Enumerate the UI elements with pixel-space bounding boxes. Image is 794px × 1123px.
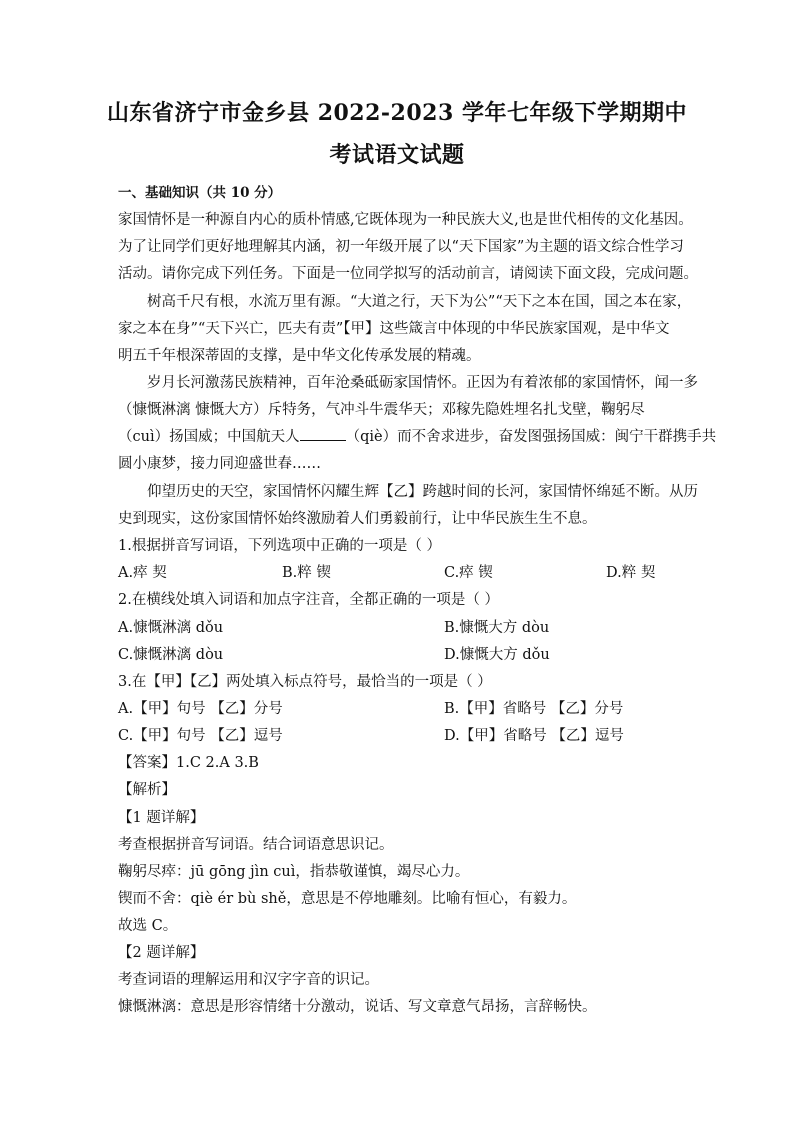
q1-option-c: C.瘁 锲 [444,565,493,581]
detail-line: 慷慨淋漓：意思是形容情绪十分激动，说话、写文章意气昂扬，言辞畅快。 [118,999,597,1015]
q3-option-d: D.【甲】省略号 【乙】逗号 [444,728,624,744]
intro-line: 活动。请你完成下列任务。下面是一位同学拟写的活动前言，请阅读下面文段，完成问题。 [118,266,698,282]
detail-2-heading: 【2 题详解】 [118,945,205,961]
detail-line: 鞠躬尽瘁：jū gōng jìn cuì，指恭敬谨慎，竭尽心力。 [118,864,470,880]
passage-line: 家之本在身”“天下兴亡，匹夫有责”【甲】这些箴言中体现的中华民族家国观，是中华文 [118,321,670,337]
passage-text: （cuì）扬国威；中国航天人 [118,429,300,445]
page-title-line2: 考试语文试题 [329,142,465,168]
passage-line: 岁月长河激荡民族精神，百年沧桑砥砺家国情怀。正因为有着浓郁的家国情怀，闻一多 [147,375,698,391]
detail-line: 锲而不舍：qiè ér bù shě，意思是不停地雕刻。比喻有恒心，有毅力。 [118,891,577,907]
analysis-heading: 【解析】 [118,782,176,798]
intro-line: 为了让同学们更好地理解其内涵，初一年级开展了以“天下国家”为主题的语文综合性学习 [118,239,684,255]
passage-text: （qiè）而不舍求进步，奋发图强扬国威：闽宁干群携手共 [345,429,717,445]
q2-option-b: B.慷慨大方 dòu [444,620,550,636]
q1-option-b: B.粹 锲 [282,565,331,581]
answer-line: 【答案】1.C 2.A 3.B [118,755,259,771]
detail-1-heading: 【1 题详解】 [118,810,205,826]
page-title-line1: 山东省济宁市金乡县 2022-2023 学年七年级下学期期中 [107,100,687,126]
question-1-stem: 1.根据拼音写词语，下列选项中正确的一项是（ ） [118,538,441,554]
question-3-stem: 3.在【甲】【乙】两处填入标点符号，最恰当的一项是（ ） [118,674,492,690]
q1-option-d: D.粹 契 [606,565,656,581]
section-heading: 一、基础知识（共 10 分） [118,185,282,201]
passage-line [118,425,716,446]
q3-option-a: A.【甲】句号 【乙】分号 [118,701,283,717]
q3-option-b: B.【甲】省略号 【乙】分号 [444,701,624,717]
passage-line: 明五千年根深蒂固的支撑，是中华文化传承发展的精魂。 [118,348,481,364]
question-2-stem: 2.在横线处填入词语和加点字注音，全都正确的一项是（ ） [118,592,499,608]
passage-line: 圆小康梦，接力同迎盛世春…… [118,456,321,472]
passage-line: 树高千尺有根，水流万里有源。“大道之行，天下为公”“天下之本在国，国之本在家， [147,294,692,310]
q3-option-c: C.【甲】句号 【乙】逗号 [118,728,283,744]
q1-option-a: A.瘁 契 [118,565,167,581]
q2-option-c: C.慷慨淋漓 dòu [118,647,224,663]
detail-line: 考查词语的理解运用和汉字字音的识记。 [118,972,379,988]
passage-line: 史到现实，这份家国情怀始终激励着人们勇毅前行，让中华民族生生不息。 [118,511,597,527]
passage-line: 仰望历史的天空，家国情怀闪耀生辉【乙】跨越时间的长河，家国情怀绵延不断。从历 [147,484,698,500]
q2-option-a: A.慷慨淋漓 dǒu [118,620,224,636]
detail-line: 考查根据拼音写词语。结合词语意思识记。 [118,837,394,853]
passage-line: （慷慨淋漓 慷慨大方）斥特务，气冲斗牛震华天；邓稼先隐姓埋名扎戈壁，鞠躬尽 [118,402,645,418]
fill-blank [300,428,346,441]
q2-option-d: D.慷慨大方 dǒu [444,647,550,663]
detail-line: 故选 C。 [118,918,178,934]
intro-line: 家国情怀是一种源自内心的质朴情感,它既体现为一种民族大义,也是世代相传的文化基因。 [118,212,693,228]
